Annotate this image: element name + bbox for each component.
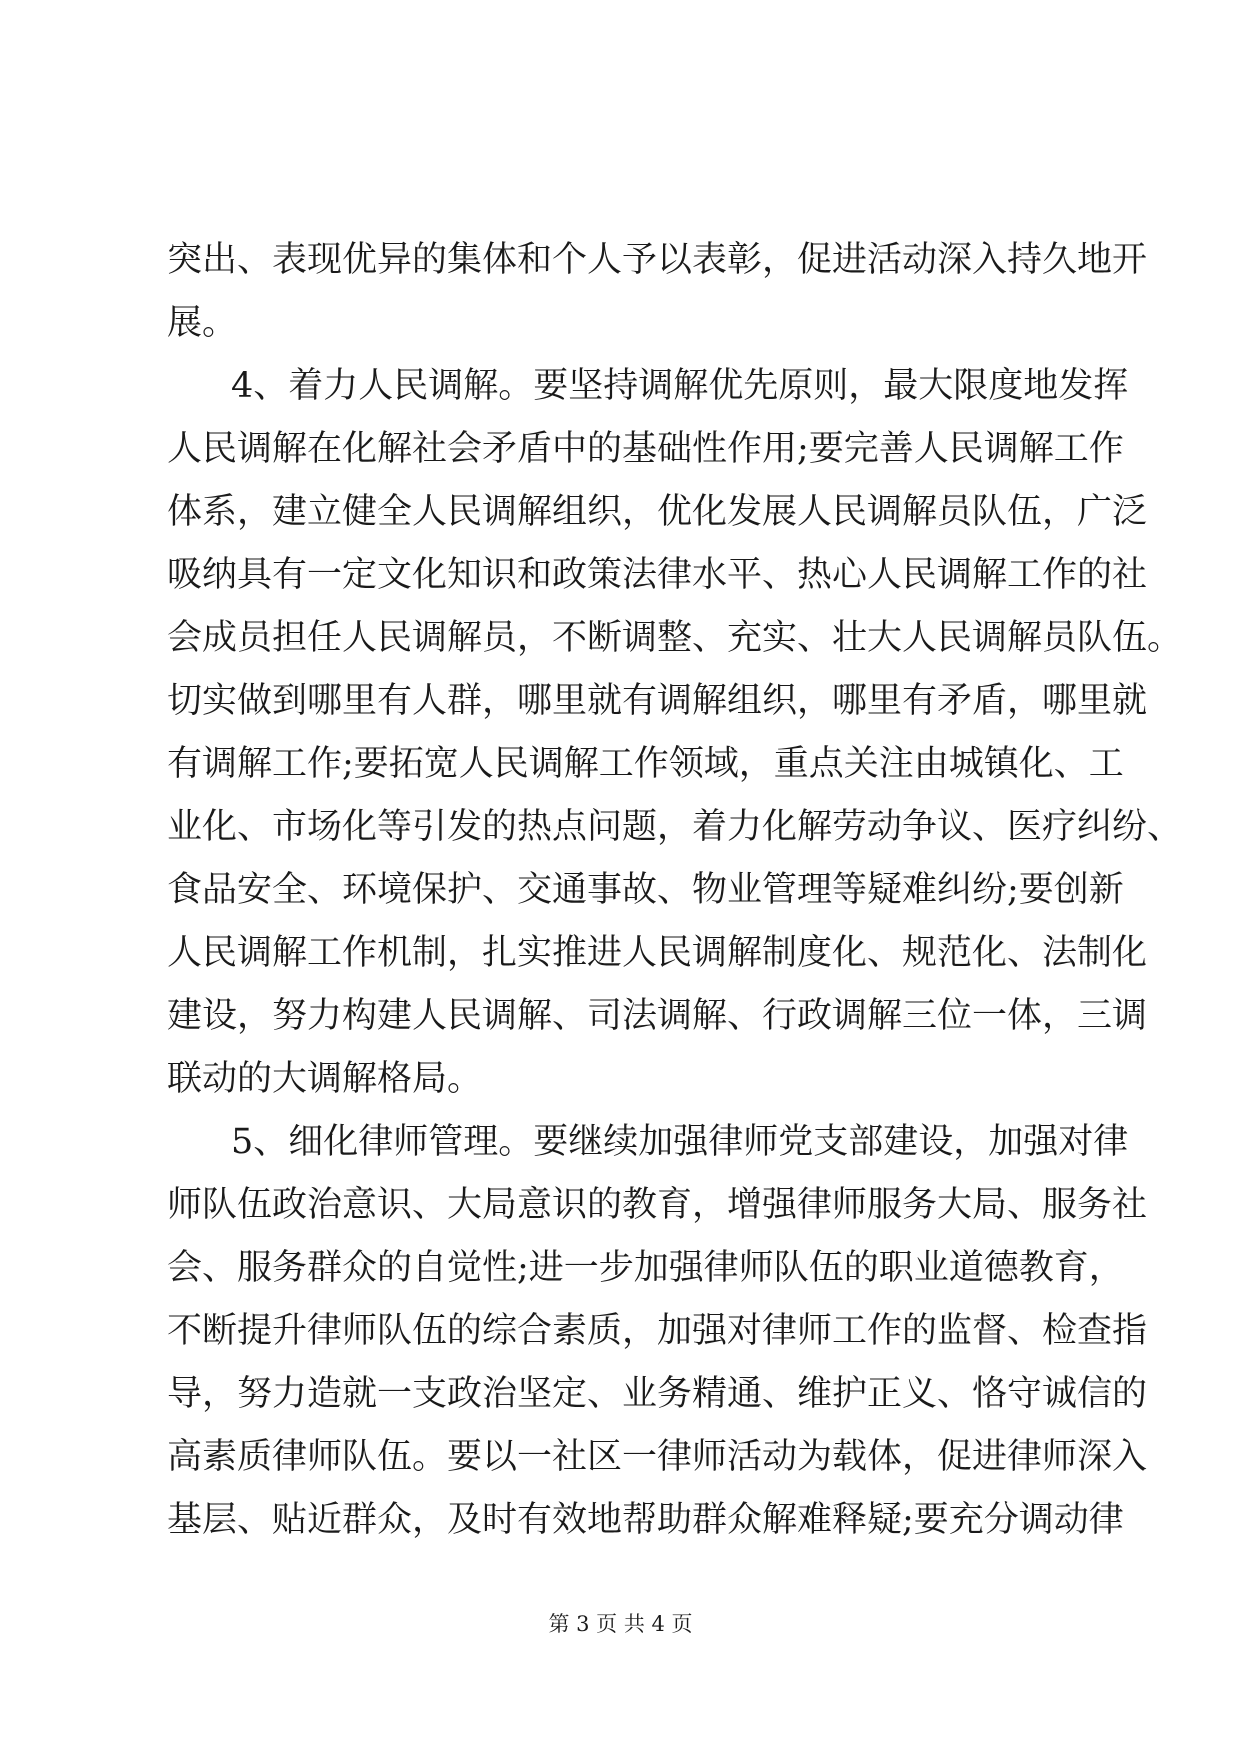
text-line: 人民调解在化解社会矛盾中的基础性作用;要完善人民调解工作 <box>167 429 1124 469</box>
text-line: 不断提升律师队伍的综合素质，加强对律师工作的监督、检查指 <box>167 1311 1148 1351</box>
text-line: 有调解工作;要拓宽人民调解工作领域，重点关注由城镇化、工 <box>167 744 1124 784</box>
page-number-footer: 第 3 页 共 4 页 <box>548 1612 693 1636</box>
text-line: 高素质律师队伍。要以一社区一律师活动为载体，促进律师深入 <box>167 1437 1148 1477</box>
text-line: 体系，建立健全人民调解组织，优化发展人民调解员队伍，广泛 <box>167 492 1148 532</box>
text-line: 师队伍政治意识、大局意识的教育，增强律师服务大局、服务社 <box>167 1185 1148 1225</box>
paragraph-4-first-line: 4、着力人民调解。要坚持调解优先原则，最大限度地发挥 <box>231 366 1129 406</box>
text-line: 吸纳具有一定文化知识和政策法律水平、热心人民调解工作的社 <box>167 555 1148 595</box>
paragraph-5-first-line: 5、细化律师管理。要继续加强律师党支部建设，加强对律 <box>231 1122 1129 1162</box>
text-line: 建设，努力构建人民调解、司法调解、行政调解三位一体，三调 <box>167 996 1148 1036</box>
text-line: 会、服务群众的自觉性;进一步加强律师队伍的职业道德教育， <box>167 1248 1124 1288</box>
text-line: 切实做到哪里有人群，哪里就有调解组织，哪里有矛盾，哪里就 <box>167 681 1148 721</box>
text-line: 业化、市场化等引发的热点问题，着力化解劳动争议、医疗纠纷、 <box>167 807 1183 847</box>
text-line: 基层、贴近群众，及时有效地帮助群众解难释疑;要充分调动律 <box>167 1500 1124 1540</box>
text-line: 人民调解工作机制，扎实推进人民调解制度化、规范化、法制化 <box>167 933 1148 973</box>
text-line: 联动的大调解格局。 <box>167 1059 483 1099</box>
text-line: 突出、表现优异的集体和个人予以表彰，促进活动深入持久地开 <box>167 240 1148 280</box>
text-line: 导，努力造就一支政治坚定、业务精通、维护正义、恪守诚信的 <box>167 1374 1148 1414</box>
text-line: 会成员担任人民调解员，不断调整、充实、壮大人民调解员队伍。 <box>167 618 1183 658</box>
text-line: 展。 <box>167 303 238 343</box>
text-line: 食品安全、环境保护、交通事故、物业管理等疑难纠纷;要创新 <box>167 870 1124 910</box>
